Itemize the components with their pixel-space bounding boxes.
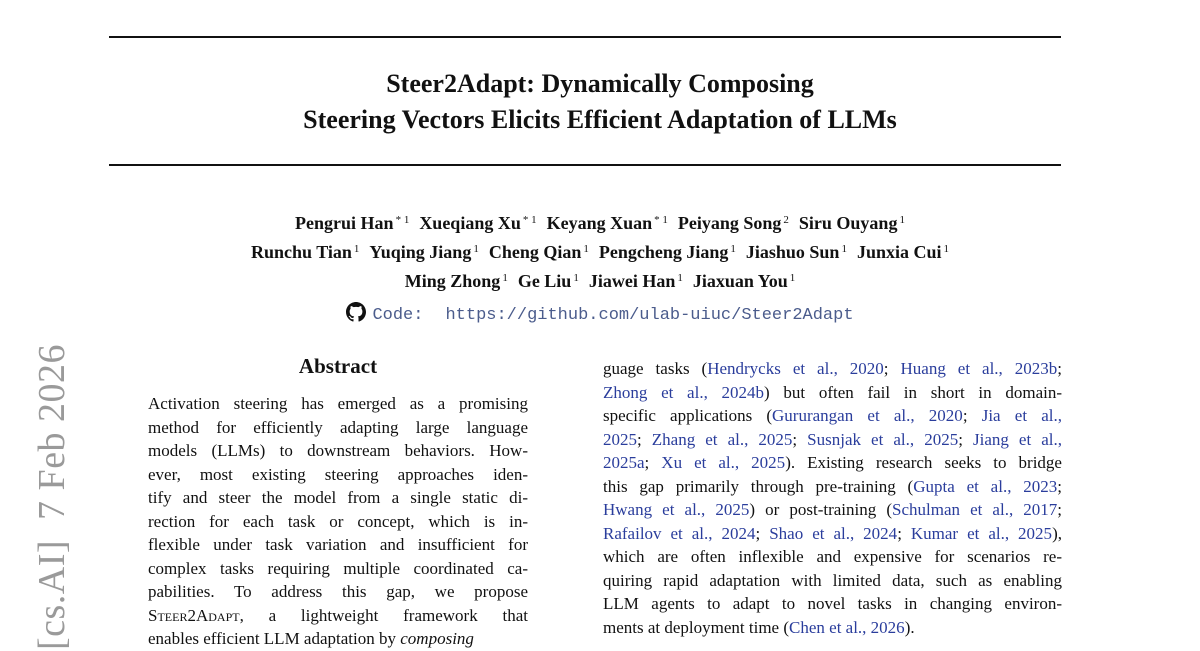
intro-body — [603, 357, 1062, 639]
author-affiliation: 1 — [841, 243, 847, 255]
body-text: ; — [962, 406, 982, 425]
author-affiliation: 1 — [353, 243, 360, 255]
abstract-line-11: enables efficient LLM adaptation by composing — [148, 629, 474, 648]
body-text: LLM agents to adapt to novel tasks in changing environ- — [603, 594, 1062, 613]
citation-link[interactable]: Gururangan et al., 2020 — [772, 406, 963, 425]
intro-line — [603, 381, 1062, 405]
citation-link[interactable]: 2025a — [603, 453, 645, 472]
author-affiliation: 1 — [583, 243, 589, 255]
author-name: Xueqiang Xu $^{* 1}$ — [419, 213, 537, 233]
author-name: Peiyang Song $^2$ — [677, 213, 789, 233]
body-text: ; — [755, 523, 770, 543]
code-link[interactable] — [0, 302, 1200, 325]
author-affiliation: * 1 — [395, 214, 410, 226]
code-label: Code: — [372, 306, 424, 325]
body-text: ) or post-training ( — [749, 500, 892, 519]
intro-line — [603, 475, 1062, 499]
abstract-line: tify and steer the model from a single static di- — [148, 488, 528, 507]
body-text: ; — [1057, 476, 1062, 496]
author-affiliation: 1 — [677, 272, 683, 284]
github-icon — [346, 302, 366, 322]
citation-link[interactable]: Susnjak et al., 2025 — [807, 429, 959, 449]
abstract-line: pabilities. To address this gap, we propose — [148, 582, 528, 601]
intro-line — [603, 498, 1062, 522]
author-name: Ge Liu $^1$ — [517, 271, 579, 291]
citation-link[interactable]: Zhong et al., 2024b — [603, 382, 765, 402]
author-list — [0, 207, 1200, 294]
author-affiliation: * 1 — [522, 214, 537, 226]
abstract-line: complex tasks requiring multiple coordinated ca- — [148, 558, 528, 578]
author-affiliation: 2 — [783, 214, 789, 226]
author-name: Jiashuo Sun $^1$ — [745, 242, 847, 262]
intro-line — [603, 357, 1062, 381]
intro-line — [603, 592, 1062, 616]
citation-link[interactable]: Xu et al., 2025 — [661, 453, 786, 472]
author-affiliation: 1 — [502, 272, 508, 284]
title-line-2: Steering Vectors Elicits Efficient Adaptation of LLMs — [303, 105, 897, 134]
body-text: ), — [1052, 523, 1062, 543]
citation-link[interactable]: Gupta et al., 2023 — [913, 476, 1058, 496]
body-text: this gap primarily through pre-training ( — [603, 476, 914, 496]
abstract-body — [148, 392, 528, 651]
author-name: Pengcheng Jiang $^1$ — [598, 242, 736, 262]
abstract-line: flexible under task variation and insufficient for — [148, 535, 528, 554]
citation-link[interactable]: Kumar et al., 2025 — [910, 523, 1053, 543]
body-text: ). Existing research seeks to bridge — [785, 453, 1062, 472]
body-text: ; — [883, 359, 901, 378]
citation-link[interactable]: 2025 — [603, 429, 637, 449]
author-name: Runchu Tian $^1$ — [251, 242, 360, 262]
citation-link[interactable]: Shao et al., 2024 — [769, 523, 898, 543]
author-name: Keyang Xuan $^{* 1}$ — [546, 213, 668, 233]
body-text: which are often inflexible and expensive for scenarios re- — [603, 547, 1062, 566]
citation-link[interactable]: Schulman et al., 2017 — [892, 500, 1058, 519]
citation-link[interactable]: Huang et al., 2023b — [900, 359, 1058, 378]
abstract-line: Activation steering has emerged as a promising — [148, 394, 528, 413]
author-name: Jiawei Han $^1$ — [588, 271, 683, 291]
body-text: ; — [958, 429, 973, 449]
bottom-rule — [109, 164, 1061, 166]
intro-line — [603, 451, 1062, 475]
body-text: ; — [897, 523, 911, 543]
author-row-3 — [0, 265, 1200, 294]
body-text: ; — [644, 453, 662, 472]
citation-link[interactable]: Jiang et al., — [972, 429, 1062, 449]
intro-line — [603, 428, 1062, 452]
author-name: Yuqing Jiang $^1$ — [369, 242, 479, 262]
body-text: guage tasks ( — [603, 359, 708, 378]
author-affiliation: * 1 — [654, 214, 668, 226]
author-name: Siru Ouyang $^1$ — [798, 213, 905, 233]
body-text: ; — [637, 429, 652, 449]
citation-link[interactable]: Rafailov et al., 2024 — [603, 523, 756, 543]
paper-title — [0, 66, 1200, 138]
author-affiliation: 1 — [943, 243, 949, 255]
citation-link[interactable]: Hendrycks et al., 2020 — [707, 359, 884, 378]
author-affiliation: 1 — [730, 243, 736, 255]
body-text: ) but often fail in short in domain- — [764, 382, 1062, 402]
author-name: Ming Zhong $^1$ — [404, 271, 508, 291]
title-line-1: Steer2Adapt: Dynamically Composing — [386, 69, 814, 98]
body-text: ments at deployment time ( — [603, 617, 790, 637]
intro-line — [603, 569, 1062, 593]
body-text: ). — [904, 617, 915, 637]
top-rule — [109, 36, 1061, 38]
author-affiliation: 1 — [789, 272, 796, 284]
body-text: quiring rapid adaptation with limited data, such as enabling — [603, 570, 1062, 590]
citation-link[interactable]: Zhang et al., 2025 — [651, 429, 793, 449]
author-name: Cheng Qian $^1$ — [488, 242, 589, 262]
intro-line — [603, 616, 1062, 640]
author-affiliation: 1 — [473, 243, 479, 255]
author-row-1 — [0, 207, 1200, 236]
author-name: Jiaxuan You $^1$ — [692, 271, 796, 291]
citation-link[interactable]: Chen et al., 2026 — [789, 617, 905, 637]
body-text: ; — [1057, 359, 1062, 378]
abstract-line: ever, most existing steering approaches iden- — [148, 464, 528, 484]
citation-link[interactable]: Hwang et al., 2025 — [603, 500, 750, 519]
author-row-2 — [0, 236, 1200, 265]
abstract-line-10: Steer2Adapt, a lightweight framework that — [148, 605, 528, 625]
body-text: ; — [1057, 500, 1063, 519]
author-name: Pengrui Han $^{* 1}$ — [295, 213, 410, 233]
intro-line — [603, 404, 1062, 428]
author-name: Junxia Cui $^1$ — [856, 242, 949, 262]
body-text: ; — [792, 429, 808, 449]
intro-line — [603, 522, 1062, 546]
author-affiliation: 1 — [899, 214, 905, 226]
body-text: specific applications ( — [603, 406, 773, 425]
intro-line — [603, 545, 1062, 569]
abstract-line: method for efficiently adapting large language — [148, 417, 528, 437]
citation-link[interactable]: Jia et al., — [981, 406, 1062, 425]
abstract-line: models (LLMs) to downstream behaviors. How- — [148, 441, 528, 460]
abstract-line: rection for each task or concept, which is in- — [148, 511, 528, 531]
code-url[interactable]: https://github.com/ulab-uiuc/Steer2Adapt — [445, 306, 854, 325]
abstract-heading: Abstract — [298, 354, 378, 378]
arxiv-stamp: [cs.AI] 7 Feb 2026 — [31, 343, 73, 650]
author-affiliation: 1 — [573, 272, 579, 284]
